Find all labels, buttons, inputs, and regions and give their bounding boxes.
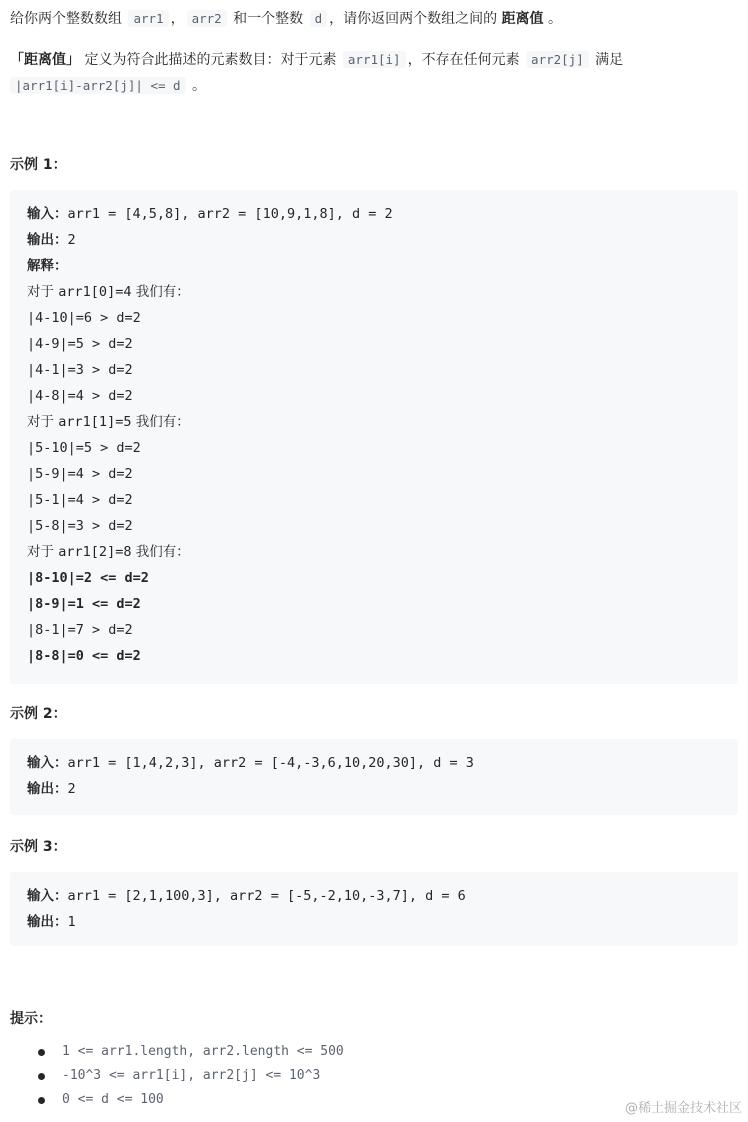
code-text: |5-8|=3 > d=2 bbox=[27, 518, 133, 534]
code-line bbox=[27, 383, 721, 409]
code-line bbox=[27, 279, 721, 305]
code-line bbox=[27, 591, 721, 617]
code-label: 输入： bbox=[27, 755, 68, 771]
definition-paragraph bbox=[10, 47, 738, 99]
tip-item bbox=[10, 1040, 344, 1064]
example-2-title: 示例 2： bbox=[10, 706, 67, 722]
code-line bbox=[27, 201, 721, 227]
code-text: arr1[1]=5 bbox=[58, 414, 132, 430]
code-line bbox=[27, 776, 721, 802]
watermark: @稀土掘金技术社区 bbox=[624, 1101, 742, 1116]
intro-text: 和一个整数 bbox=[228, 11, 308, 27]
intro-text: 。 bbox=[543, 11, 563, 27]
tip-text: 1 <= arr1.length, arr2.length <= 500 bbox=[62, 1044, 344, 1059]
code-line bbox=[27, 357, 721, 383]
example-2-block bbox=[10, 739, 738, 815]
inline-code: arr2[j] bbox=[526, 51, 589, 68]
code-text: 2 bbox=[67, 781, 76, 797]
code-line bbox=[27, 305, 721, 331]
example-3-block bbox=[10, 872, 738, 946]
code-line bbox=[27, 565, 721, 591]
code-text: 2 bbox=[67, 232, 76, 248]
code-line bbox=[27, 617, 721, 643]
code-line bbox=[27, 909, 721, 935]
intro-text: ，请你返回两个数组之间的 bbox=[329, 11, 502, 27]
intro-text: ， bbox=[170, 11, 185, 27]
definition-text: ，不存在任何元素 bbox=[407, 52, 525, 68]
code-line bbox=[27, 409, 721, 435]
bullet-icon bbox=[38, 1073, 45, 1080]
code-line bbox=[27, 435, 721, 461]
inline-code: arr2 bbox=[187, 10, 227, 27]
code-label: 输入： bbox=[27, 888, 68, 904]
intro-text: 给你两个整数数组 bbox=[10, 11, 127, 27]
definition-text: 。 bbox=[187, 78, 207, 94]
example-1-title: 示例 1： bbox=[10, 157, 67, 173]
bullet-icon bbox=[38, 1097, 45, 1104]
code-text: |8-10|=2 <= d=2 bbox=[27, 570, 149, 586]
bullet-icon bbox=[38, 1049, 45, 1056]
tip-text: -10^3 <= arr1[i], arr2[j] <= 10^3 bbox=[62, 1068, 321, 1083]
code-text: arr1[0]=4 bbox=[58, 284, 132, 300]
code-zh: 我们有： bbox=[131, 284, 190, 300]
code-label: 输出： bbox=[27, 781, 68, 797]
code-text: arr1 = [4,5,8], arr2 = [10,9,1,8], d = 2 bbox=[67, 206, 393, 222]
intro-bold: 距离值 bbox=[501, 11, 544, 27]
code-zh: 对于 bbox=[27, 284, 59, 300]
tips-title: 提示： bbox=[10, 1011, 52, 1027]
code-text: |5-1|=4 > d=2 bbox=[27, 492, 133, 508]
code-text: 1 bbox=[67, 914, 76, 930]
code-label: 解释： bbox=[27, 258, 68, 274]
code-text: |8-1|=7 > d=2 bbox=[27, 622, 133, 638]
code-line bbox=[27, 883, 721, 909]
definition-text: 满足 bbox=[590, 52, 624, 68]
inline-code: |arr1[i]-arr2[j]| <= d bbox=[10, 77, 186, 94]
code-text: |4-8|=4 > d=2 bbox=[27, 388, 133, 404]
tip-text: 0 <= d <= 100 bbox=[62, 1092, 164, 1107]
code-line bbox=[27, 539, 721, 565]
tips-list bbox=[10, 1040, 344, 1112]
example-3-title: 示例 3： bbox=[10, 839, 67, 855]
code-text: |8-8|=0 <= d=2 bbox=[27, 648, 141, 664]
inline-code: arr1[i] bbox=[343, 51, 406, 68]
tip-item bbox=[10, 1088, 344, 1112]
definition-text: 定义为符合此描述的元素数目：对于元素 bbox=[80, 52, 341, 68]
code-label: 输入： bbox=[27, 206, 68, 222]
code-text: |5-10|=5 > d=2 bbox=[27, 440, 141, 456]
code-label: 输出： bbox=[27, 914, 68, 930]
inline-code: arr1 bbox=[128, 10, 168, 27]
code-zh: 我们有： bbox=[131, 544, 190, 560]
code-text: |4-9|=5 > d=2 bbox=[27, 336, 133, 352]
code-text: arr1 = [1,4,2,3], arr2 = [-4,-3,6,10,20,30], d = 3 bbox=[67, 755, 474, 771]
code-label: 输出： bbox=[27, 232, 68, 248]
definition-term: 「距离值」 bbox=[10, 52, 80, 68]
code-text: |5-9|=4 > d=2 bbox=[27, 466, 133, 482]
code-line bbox=[27, 750, 721, 776]
code-line bbox=[27, 461, 721, 487]
code-line bbox=[27, 643, 721, 669]
inline-code: d bbox=[310, 10, 328, 27]
code-line bbox=[27, 513, 721, 539]
code-zh: 对于 bbox=[27, 414, 59, 430]
code-line bbox=[27, 487, 721, 513]
code-text: |4-1|=3 > d=2 bbox=[27, 362, 133, 378]
code-text: |4-10|=6 > d=2 bbox=[27, 310, 141, 326]
code-line bbox=[27, 331, 721, 357]
code-line bbox=[27, 227, 721, 253]
code-text: |8-9|=1 <= d=2 bbox=[27, 596, 141, 612]
code-zh: 对于 bbox=[27, 544, 59, 560]
code-line bbox=[27, 253, 721, 279]
example-1-block bbox=[10, 190, 738, 684]
intro-paragraph bbox=[10, 6, 738, 32]
tip-item bbox=[10, 1064, 344, 1088]
code-text: arr1[2]=8 bbox=[58, 544, 132, 560]
code-text: arr1 = [2,1,100,3], arr2 = [-5,-2,10,-3,7], d = 6 bbox=[67, 888, 466, 904]
code-zh: 我们有： bbox=[131, 414, 190, 430]
